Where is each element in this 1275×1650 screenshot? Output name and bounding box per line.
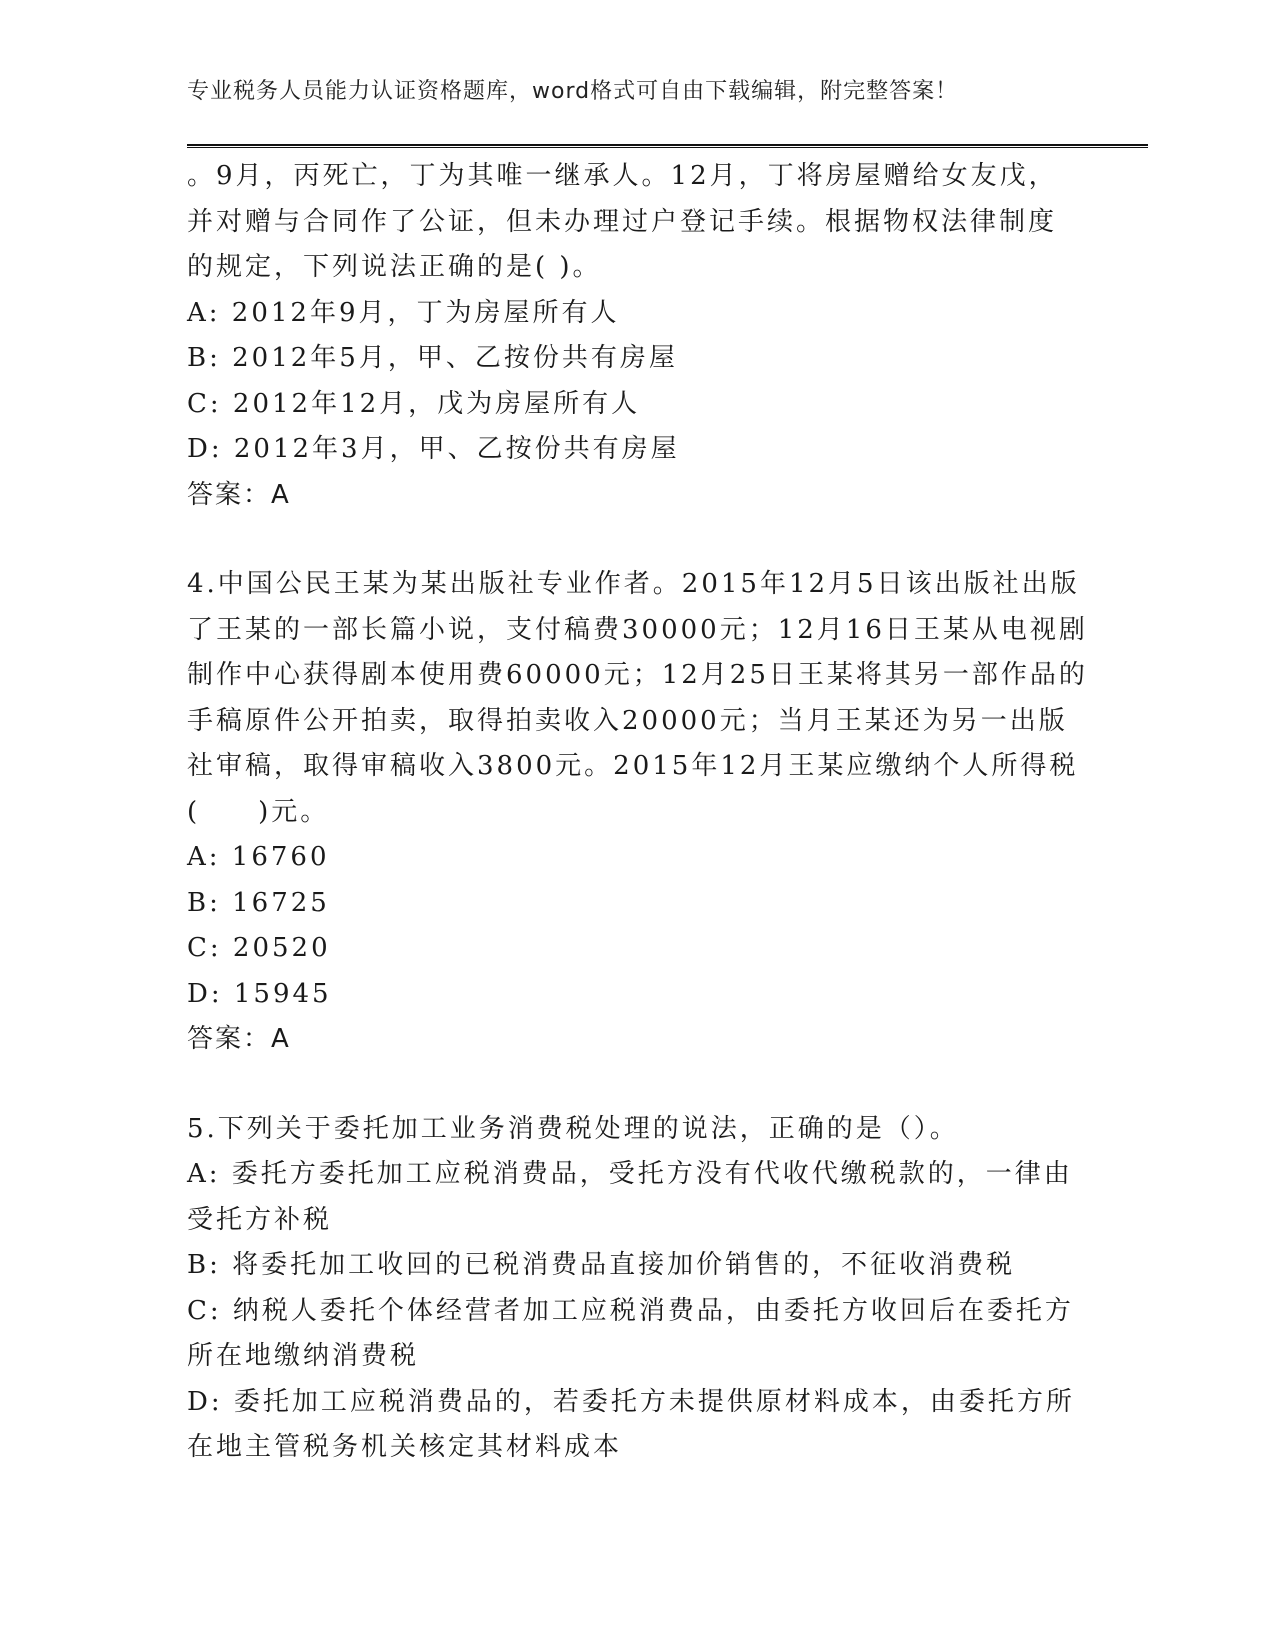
- option-d: D: 委托加工应税消费品的，若委托方未提供原材料成本，由委托方所: [187, 1386, 1075, 1417]
- spacer: [187, 518, 1087, 562]
- option-c: C: 2012年12月，戊为房屋所有人: [187, 388, 641, 419]
- answer-label: 答案：A: [187, 479, 291, 510]
- option-d: D: 2012年3月，甲、乙按份共有房屋: [187, 434, 680, 464]
- option-a: A: 16760: [187, 842, 330, 872]
- document-body: [187, 154, 1087, 1471]
- question-4: [187, 562, 1087, 1063]
- spacer: [187, 1063, 1087, 1107]
- question-stem-line: 社审稿，取得审稿收入3800元。2015年12月王某应缴纳个人所得税: [187, 751, 1079, 781]
- option-b: B: 16725: [187, 887, 330, 918]
- question-5: [187, 1107, 1087, 1471]
- question-stem-line: 了王某的一部长篇小说，支付稿费30000元；12月16日王某从电视剧: [187, 614, 1088, 645]
- option-d-continued: 在地主管税务机关核定其材料成本: [187, 1432, 623, 1462]
- question-stem-line: 5.下列关于委托加工业务消费税处理的说法，正确的是（）。: [187, 1113, 959, 1144]
- question-stem-line: 。9月，丙死亡，丁为其唯一继承人。12月，丁将房屋赠给女友戊，: [187, 161, 1058, 191]
- question-stem-line: 的规定，下列说法正确的是( )。: [187, 252, 602, 282]
- question-stem-line: 4.中国公民王某为某出版社专业作者。2015年12月5日该出版社出版: [187, 569, 1080, 599]
- question-stem-line: 手稿原件公开拍卖，取得拍卖收入20000元；当月王某还为另一出版: [187, 705, 1068, 736]
- question-stem-line: ( )元。: [187, 796, 330, 827]
- option-a: A: 委托方委托加工应税消费品，受托方没有代收代缴税款的，一律由: [187, 1159, 1073, 1189]
- option-b: B: 将委托加工收回的已税消费品直接加价销售的，不征收消费税: [187, 1250, 1016, 1280]
- question-3: [187, 154, 1087, 518]
- header-divider: [187, 144, 1148, 148]
- answer-label: 答案：A: [187, 1024, 291, 1054]
- option-a-continued: 受托方补税: [187, 1204, 333, 1235]
- question-stem-line: 制作中心获得剧本使用费60000元；12月25日王某将其另一部作品的: [187, 660, 1088, 690]
- option-b: B: 2012年5月，甲、乙按份共有房屋: [187, 343, 678, 373]
- option-d: D: 15945: [187, 978, 332, 1009]
- option-c-continued: 所在地缴纳消费税: [187, 1341, 420, 1371]
- option-c: C: 20520: [187, 933, 331, 963]
- question-stem-line: 并对赠与合同作了公证，但未办理过户登记手续。根据物权法律制度: [187, 206, 1058, 237]
- page-header: 专业税务人员能力认证资格题库，word格式可自由下载编辑，附完整答案！: [187, 79, 959, 104]
- option-a: A: 2012年9月，丁为房屋所有人: [187, 297, 620, 328]
- option-c: C: 纳税人委托个体经营者加工应税消费品，由委托方收回后在委托方: [187, 1295, 1074, 1326]
